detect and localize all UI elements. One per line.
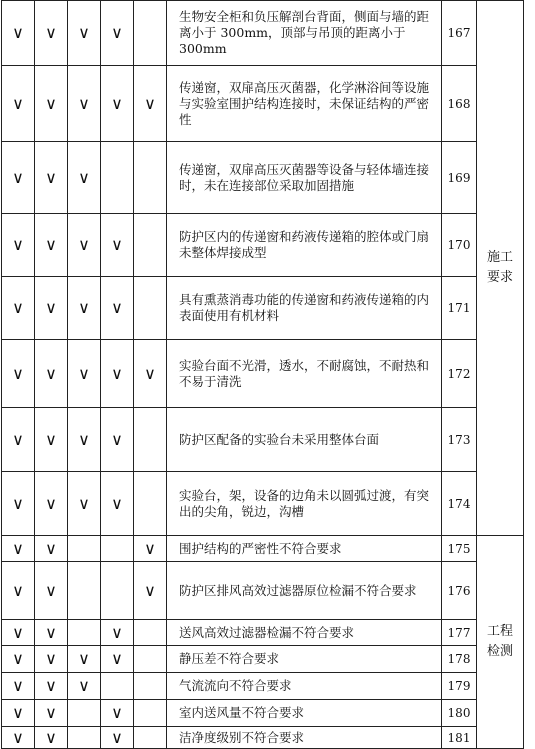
item-number: 172 xyxy=(442,340,477,408)
checkmark-icon: ∨ xyxy=(101,620,134,646)
inspection-table xyxy=(1,0,524,749)
checkmark-icon: ∨ xyxy=(35,646,68,673)
checkmark-icon: ∨ xyxy=(2,142,35,214)
item-description: 传递窗，双扉高压灭菌器等设备与轻体墙连接时，未在连接部位采取加固措施 xyxy=(167,142,442,214)
category-label: 工程检测 xyxy=(486,624,513,659)
item-description: 具有熏蒸消毒功能的传递窗和药液传递箱的内表面使用有机材料 xyxy=(167,277,442,340)
empty-check-cell xyxy=(134,214,167,277)
checkmark-icon: ∨ xyxy=(68,340,101,408)
item-description: 洁净度级别不符合要求 xyxy=(167,727,442,749)
checkmark-icon: ∨ xyxy=(35,673,68,700)
checkmark-icon: ∨ xyxy=(35,536,68,562)
empty-check-cell xyxy=(134,673,167,700)
empty-check-cell xyxy=(134,620,167,646)
empty-check-cell xyxy=(68,536,101,562)
checkmark-icon: ∨ xyxy=(101,340,134,408)
table-row xyxy=(2,562,524,620)
empty-check-cell xyxy=(101,142,134,214)
checkmark-icon: ∨ xyxy=(68,66,101,142)
checkmark-icon: ∨ xyxy=(68,214,101,277)
item-number: 171 xyxy=(442,277,477,340)
empty-check-cell xyxy=(68,700,101,727)
item-number: 178 xyxy=(442,646,477,673)
category-label: 施工要求 xyxy=(486,250,513,285)
checkmark-icon: ∨ xyxy=(68,142,101,214)
checkmark-icon: ∨ xyxy=(2,562,35,620)
empty-check-cell xyxy=(134,277,167,340)
checkmark-icon: ∨ xyxy=(2,1,35,66)
table-row xyxy=(2,646,524,673)
item-number: 168 xyxy=(442,66,477,142)
empty-check-cell xyxy=(68,620,101,646)
checkmark-icon: ∨ xyxy=(134,66,167,142)
item-number: 169 xyxy=(442,142,477,214)
empty-check-cell xyxy=(101,562,134,620)
checkmark-icon: ∨ xyxy=(68,673,101,700)
item-number: 177 xyxy=(442,620,477,646)
table-row xyxy=(2,340,524,408)
empty-check-cell xyxy=(134,408,167,472)
item-description: 气流流向不符合要求 xyxy=(167,673,442,700)
item-number: 180 xyxy=(442,700,477,727)
table-row xyxy=(2,700,524,727)
checkmark-icon: ∨ xyxy=(2,214,35,277)
checkmark-icon: ∨ xyxy=(2,536,35,562)
checkmark-icon: ∨ xyxy=(2,620,35,646)
checkmark-icon: ∨ xyxy=(2,472,35,536)
item-number: 179 xyxy=(442,673,477,700)
item-description: 静压差不符合要求 xyxy=(167,646,442,673)
table-row xyxy=(2,66,524,142)
checkmark-icon: ∨ xyxy=(68,1,101,66)
category-cell xyxy=(477,1,524,536)
checkmark-icon: ∨ xyxy=(35,727,68,749)
checkmark-icon: ∨ xyxy=(2,727,35,749)
item-number: 167 xyxy=(442,1,477,66)
item-description: 传递窗，双扉高压灭菌器，化学淋浴间等设施与实验室围护结构连接时，未保证结构的严密性 xyxy=(167,66,442,142)
table-row xyxy=(2,408,524,472)
item-number: 174 xyxy=(442,472,477,536)
checkmark-icon: ∨ xyxy=(2,408,35,472)
checkmark-icon: ∨ xyxy=(134,536,167,562)
item-description: 防护区配备的实验台未采用整体台面 xyxy=(167,408,442,472)
empty-check-cell xyxy=(134,142,167,214)
item-number: 170 xyxy=(442,214,477,277)
empty-check-cell xyxy=(101,536,134,562)
checkmark-icon: ∨ xyxy=(101,214,134,277)
table-row xyxy=(2,142,524,214)
checkmark-icon: ∨ xyxy=(134,340,167,408)
empty-check-cell xyxy=(68,562,101,620)
checkmark-icon: ∨ xyxy=(101,727,134,749)
checkmark-icon: ∨ xyxy=(35,620,68,646)
empty-check-cell xyxy=(101,673,134,700)
checkmark-icon: ∨ xyxy=(35,277,68,340)
item-description: 实验台面不光滑，透水，不耐腐蚀，不耐热和不易于清洗 xyxy=(167,340,442,408)
table-row xyxy=(2,673,524,700)
checkmark-icon: ∨ xyxy=(68,646,101,673)
item-description: 防护区内的传递窗和药液传递箱的腔体或门扇未整体焊接成型 xyxy=(167,214,442,277)
checkmark-icon: ∨ xyxy=(35,700,68,727)
table-row xyxy=(2,214,524,277)
checkmark-icon: ∨ xyxy=(35,142,68,214)
checkmark-icon: ∨ xyxy=(35,472,68,536)
empty-check-cell xyxy=(134,1,167,66)
checkmark-icon: ∨ xyxy=(35,408,68,472)
checkmark-icon: ∨ xyxy=(68,472,101,536)
item-description: 防护区排风高效过滤器原位检漏不符合要求 xyxy=(167,562,442,620)
checkmark-icon: ∨ xyxy=(2,700,35,727)
empty-check-cell xyxy=(134,700,167,727)
item-description: 围护结构的严密性不符合要求 xyxy=(167,536,442,562)
item-description: 室内送风量不符合要求 xyxy=(167,700,442,727)
item-description: 实验台，架，设备的边角未以圆弧过渡，有突出的尖角，锐边，沟槽 xyxy=(167,472,442,536)
item-number: 176 xyxy=(442,562,477,620)
category-cell xyxy=(477,536,524,749)
checkmark-icon: ∨ xyxy=(2,673,35,700)
checkmark-icon: ∨ xyxy=(101,66,134,142)
item-description: 送风高效过滤器检漏不符合要求 xyxy=(167,620,442,646)
checkmark-icon: ∨ xyxy=(101,472,134,536)
checkmark-icon: ∨ xyxy=(2,646,35,673)
checkmark-icon: ∨ xyxy=(101,646,134,673)
checkmark-icon: ∨ xyxy=(68,408,101,472)
checkmark-icon: ∨ xyxy=(35,562,68,620)
table-row xyxy=(2,620,524,646)
checkmark-icon: ∨ xyxy=(101,1,134,66)
checkmark-icon: ∨ xyxy=(35,340,68,408)
checkmark-icon: ∨ xyxy=(35,66,68,142)
table-row xyxy=(2,1,524,66)
item-number: 175 xyxy=(442,536,477,562)
table-row xyxy=(2,277,524,340)
checkmark-icon: ∨ xyxy=(35,1,68,66)
item-number: 173 xyxy=(442,408,477,472)
item-number: 181 xyxy=(442,727,477,749)
checkmark-icon: ∨ xyxy=(68,277,101,340)
checkmark-icon: ∨ xyxy=(2,66,35,142)
item-description: 生物安全柜和负压解剖台背面，侧面与墙的距离小于 300mm，顶部与吊顶的距离小于 300mm xyxy=(167,1,442,66)
checkmark-icon: ∨ xyxy=(101,277,134,340)
table-row xyxy=(2,536,524,562)
checkmark-icon: ∨ xyxy=(101,408,134,472)
empty-check-cell xyxy=(134,472,167,536)
empty-check-cell xyxy=(134,646,167,673)
table-row xyxy=(2,472,524,536)
checkmark-icon: ∨ xyxy=(2,277,35,340)
checkmark-icon: ∨ xyxy=(35,214,68,277)
checkmark-icon: ∨ xyxy=(101,700,134,727)
checkmark-icon: ∨ xyxy=(2,340,35,408)
checkmark-icon: ∨ xyxy=(134,562,167,620)
